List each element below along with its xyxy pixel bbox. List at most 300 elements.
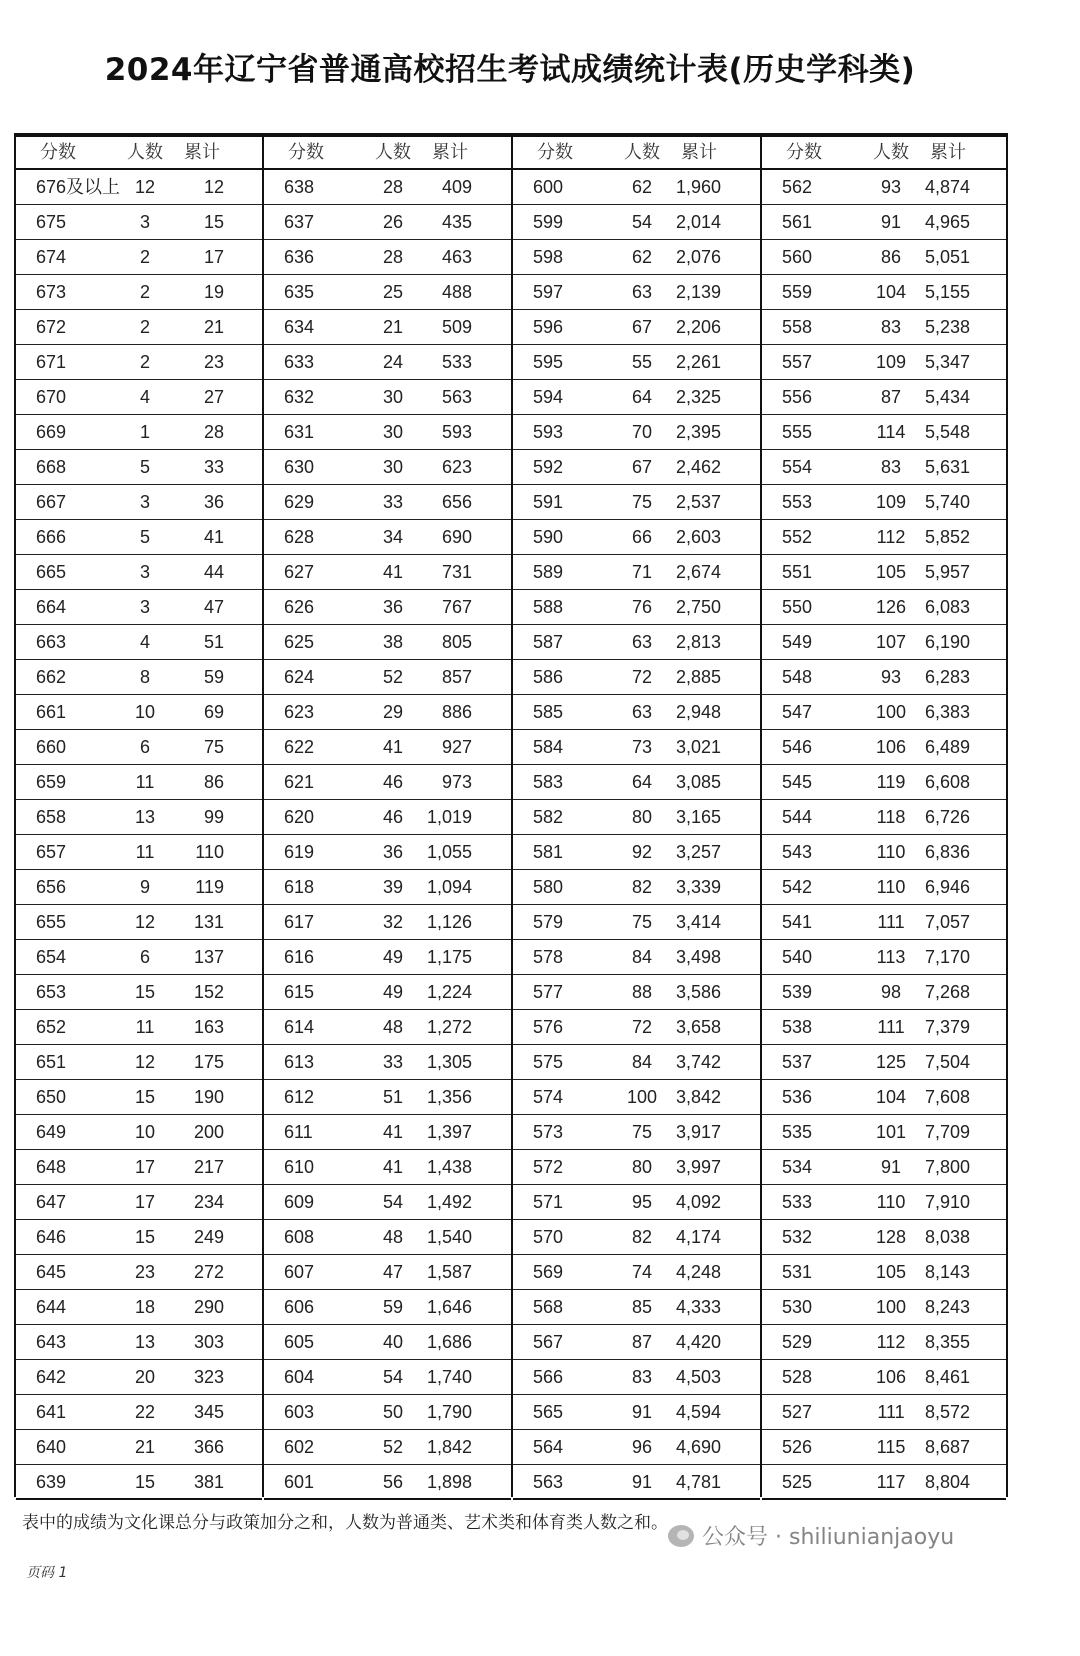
score-cell: 576 [533,1017,564,1037]
count-cell: 23 [134,1262,156,1282]
table-row [762,240,1006,275]
score-cell: 530 [782,1297,813,1317]
count-cell: 118 [876,807,906,827]
count-cell: 3 [139,492,150,512]
cumulative-cell: 28 [203,422,224,442]
table-row [762,345,1006,380]
table-row [762,520,1006,555]
cumulative-cell: 44 [203,562,224,582]
table-row [513,1430,760,1465]
count-cell: 73 [631,737,653,757]
count-cell: 25 [382,282,404,302]
cumulative-cell: 8,461 [924,1367,970,1387]
count-cell: 49 [382,947,404,967]
cumulative-cell: 51 [203,632,224,652]
table-row [762,1150,1006,1185]
count-cell: 64 [631,387,653,407]
cumulative-cell: 1,790 [426,1402,472,1422]
score-cell: 528 [782,1367,813,1387]
count-cell: 28 [382,247,404,267]
count-cell: 105 [875,1262,907,1282]
count-cell: 111 [877,1402,905,1422]
count-cell: 62 [631,177,653,197]
cumulative-cell: 5,852 [924,527,970,547]
cumulative-cell: 137 [193,947,224,967]
score-cell: 629 [284,492,315,512]
count-cell: 30 [382,422,404,442]
cumulative-cell: 7,268 [924,982,970,1002]
cumulative-cell: 234 [193,1192,224,1212]
count-cell: 107 [875,632,907,652]
count-cell: 9 [139,877,150,897]
cumulative-cell: 8,243 [924,1297,970,1317]
cumulative-cell: 2,076 [675,247,721,267]
count-cell: 62 [631,247,653,267]
cumulative-cell: 6,836 [924,842,970,862]
table-row [16,835,262,870]
count-cell: 128 [875,1227,907,1247]
cumulative-cell: 163 [193,1017,224,1037]
cumulative-cell: 366 [193,1437,224,1457]
table-block-2 [264,137,513,1497]
table-row [762,485,1006,520]
cumulative-cell: 563 [441,387,472,407]
count-cell: 93 [880,177,902,197]
count-cell: 40 [382,1332,404,1352]
table-row [762,1115,1006,1150]
count-cell: 96 [631,1437,653,1457]
table-row [513,1465,760,1500]
count-cell: 101 [875,1122,907,1142]
count-cell: 21 [382,317,404,337]
count-cell: 41 [382,562,404,582]
table-row [16,1185,262,1220]
count-cell: 119 [876,772,906,792]
table-row [264,1395,511,1430]
table-row [513,625,760,660]
cumulative-cell: 2,603 [675,527,721,547]
score-cell: 579 [533,912,564,932]
table-row [16,1150,262,1185]
table-row [513,905,760,940]
score-cell: 562 [782,177,813,197]
table-row [264,380,511,415]
cumulative-cell: 4,503 [675,1367,721,1387]
cumulative-cell: 345 [193,1402,224,1422]
table-row [762,835,1006,870]
table-row [513,1255,760,1290]
table-row [16,1255,262,1290]
header-cumulative: 累计 [432,142,468,163]
score-cell: 673 [36,282,67,302]
count-cell: 48 [382,1017,404,1037]
score-cell: 641 [36,1402,67,1422]
watermark [668,1520,954,1551]
cumulative-cell: 2,462 [675,457,721,477]
score-cell: 527 [782,1402,813,1422]
score-cell: 647 [36,1192,67,1212]
count-cell: 74 [631,1262,653,1282]
table-row [264,730,511,765]
score-cell: 656 [36,877,67,897]
score-cell: 626 [284,597,315,617]
count-cell: 6 [139,737,150,757]
count-cell: 100 [626,1087,658,1107]
count-cell: 113 [876,947,906,967]
count-cell: 10 [134,702,156,722]
count-cell: 82 [631,877,653,897]
cumulative-cell: 3,085 [675,772,721,792]
cumulative-cell: 36 [203,492,224,512]
cumulative-cell: 3,842 [675,1087,721,1107]
score-cell: 644 [36,1297,67,1317]
cumulative-cell: 3,339 [675,877,721,897]
table-row [762,1255,1006,1290]
score-cell: 643 [36,1332,67,1352]
count-cell: 8 [139,667,150,687]
score-cell: 601 [284,1472,315,1492]
count-cell: 100 [875,702,907,722]
table-row [264,1045,511,1080]
count-cell: 30 [382,387,404,407]
count-cell: 109 [875,492,907,512]
table-row [513,590,760,625]
count-cell: 86 [880,247,902,267]
cumulative-cell: 4,248 [675,1262,721,1282]
table-row [264,1325,511,1360]
score-cell: 552 [782,527,813,547]
table-row [264,1430,511,1465]
score-cell: 671 [36,352,67,372]
score-cell: 609 [284,1192,315,1212]
cumulative-cell: 75 [203,737,224,757]
score-cell: 577 [533,982,564,1002]
score-cell: 540 [782,947,813,967]
cumulative-cell: 59 [203,667,224,687]
score-cell: 614 [284,1017,315,1037]
cumulative-cell: 5,740 [924,492,970,512]
cumulative-cell: 86 [203,772,224,792]
footnote: 表中的成绩为文化课总分与政策加分之和，人数为普通类、艺术类和体育类人数之和。 [22,1513,668,1533]
score-cell: 545 [782,772,813,792]
table-row [513,695,760,730]
table-block-1 [14,137,264,1497]
count-cell: 72 [631,667,653,687]
cumulative-cell: 175 [193,1052,224,1072]
cumulative-cell: 131 [193,912,224,932]
count-cell: 54 [382,1192,404,1212]
cumulative-cell: 381 [193,1472,224,1492]
table-row [513,415,760,450]
cumulative-cell: 7,709 [924,1122,970,1142]
cumulative-cell: 767 [441,597,472,617]
score-cell: 655 [36,912,67,932]
score-cell: 668 [36,457,67,477]
cumulative-cell: 110 [195,842,224,862]
table-row [762,905,1006,940]
cumulative-cell: 886 [441,702,472,722]
score-cell: 627 [284,562,315,582]
table-row [762,555,1006,590]
score-cell: 619 [284,842,315,862]
count-cell: 125 [875,1052,907,1072]
count-cell: 12 [134,177,156,197]
cumulative-cell: 27 [203,387,224,407]
count-cell: 49 [382,982,404,1002]
count-cell: 3 [139,212,150,232]
count-cell: 84 [631,1052,653,1072]
table-row [762,730,1006,765]
count-cell: 91 [880,1157,902,1177]
cumulative-cell: 15 [203,212,224,232]
score-cell: 555 [782,422,813,442]
table-row [264,940,511,975]
cumulative-cell: 1,175 [426,947,472,967]
count-cell: 117 [876,1472,906,1492]
cumulative-cell: 290 [193,1297,224,1317]
score-cell: 570 [533,1227,564,1247]
table-row [264,905,511,940]
cumulative-cell: 3,742 [675,1052,721,1072]
wechat-icon [668,1525,694,1547]
score-cell: 675 [36,212,67,232]
score-table [14,133,1008,1497]
table-row [16,625,262,660]
table-row [16,485,262,520]
cumulative-cell: 5,051 [924,247,970,267]
cumulative-cell: 3,257 [675,842,721,862]
cumulative-cell: 4,092 [675,1192,721,1212]
score-cell: 536 [782,1087,813,1107]
score-cell: 554 [782,457,813,477]
header-score: 分数 [40,142,76,163]
count-cell: 3 [139,562,150,582]
count-cell: 100 [875,1297,907,1317]
count-cell: 17 [134,1157,156,1177]
table-row [264,1010,511,1045]
cumulative-cell: 6,190 [924,632,970,652]
count-cell: 80 [631,807,653,827]
table-row [264,1220,511,1255]
score-cell: 596 [533,317,564,337]
score-cell: 665 [36,562,67,582]
table-row [264,450,511,485]
count-cell: 76 [631,597,653,617]
table-row [264,1150,511,1185]
cumulative-cell: 249 [193,1227,224,1247]
count-cell: 26 [382,212,404,232]
cumulative-cell: 7,910 [924,1192,970,1212]
score-cell: 633 [284,352,315,372]
table-header [264,137,511,170]
table-row [762,975,1006,1010]
score-cell: 585 [533,702,564,722]
score-cell: 583 [533,772,564,792]
table-row [16,415,262,450]
table-row [264,345,511,380]
count-cell: 41 [382,1122,404,1142]
count-cell: 15 [134,1087,156,1107]
score-cell: 593 [533,422,564,442]
score-cell: 658 [36,807,67,827]
count-cell: 24 [382,352,404,372]
count-cell: 4 [139,632,150,652]
count-cell: 3 [139,597,150,617]
table-row [264,1290,511,1325]
table-row [513,835,760,870]
score-cell: 589 [533,562,564,582]
score-cell: 569 [533,1262,564,1282]
cumulative-cell: 1,960 [675,177,721,197]
score-cell: 587 [533,632,564,652]
score-cell: 557 [782,352,813,372]
count-cell: 5 [139,527,150,547]
watermark-text: 公众号 · shiliunianjaoyu [702,1525,955,1550]
cumulative-cell: 2,674 [675,562,721,582]
table-row [264,555,511,590]
count-cell: 112 [876,527,906,547]
cumulative-cell: 1,438 [426,1157,472,1177]
cumulative-cell: 3,586 [675,982,721,1002]
score-cell: 640 [36,1437,67,1457]
count-cell: 66 [631,527,653,547]
score-cell: 662 [36,667,67,687]
count-cell: 110 [876,1192,906,1212]
score-cell: 573 [533,1122,564,1142]
count-cell: 111 [877,912,905,932]
table-row [762,1395,1006,1430]
score-cell: 652 [36,1017,67,1037]
score-cell: 575 [533,1052,564,1072]
cumulative-cell: 7,504 [924,1052,970,1072]
cumulative-cell: 1,126 [426,912,472,932]
header-count: 人数 [127,142,163,163]
table-row [16,1325,262,1360]
cumulative-cell: 4,594 [675,1402,721,1422]
table-row [264,240,511,275]
count-cell: 36 [382,842,404,862]
cumulative-cell: 8,687 [924,1437,970,1457]
count-cell: 75 [631,1122,653,1142]
score-cell: 588 [533,597,564,617]
count-cell: 91 [631,1402,653,1422]
cumulative-cell: 533 [441,352,472,372]
cumulative-cell: 4,690 [675,1437,721,1457]
cumulative-cell: 7,057 [924,912,970,932]
cumulative-cell: 5,155 [924,282,970,302]
cumulative-cell: 2,261 [675,352,721,372]
score-cell: 595 [533,352,564,372]
score-cell: 659 [36,772,67,792]
header-count: 人数 [624,142,660,163]
cumulative-cell: 1,356 [426,1087,472,1107]
count-cell: 84 [631,947,653,967]
count-cell: 22 [134,1402,156,1422]
score-cell: 549 [782,632,813,652]
table-row [513,730,760,765]
table-row [16,1395,262,1430]
score-cell: 591 [533,492,564,512]
cumulative-cell: 857 [441,667,472,687]
cumulative-cell: 272 [193,1262,224,1282]
count-cell: 70 [631,422,653,442]
cumulative-cell: 323 [193,1367,224,1387]
count-cell: 63 [631,282,653,302]
score-cell: 542 [782,877,813,897]
score-cell: 625 [284,632,315,652]
table-row [16,660,262,695]
table-row [16,800,262,835]
cumulative-cell: 7,379 [924,1017,970,1037]
table-row [16,975,262,1010]
count-cell: 91 [880,212,902,232]
cumulative-cell: 3,658 [675,1017,721,1037]
table-row [264,170,511,205]
count-cell: 5 [139,457,150,477]
table-row [264,625,511,660]
table-row [16,1080,262,1115]
score-cell: 664 [36,597,67,617]
count-cell: 4 [139,387,150,407]
score-cell: 611 [284,1122,313,1142]
cumulative-cell: 2,948 [675,702,721,722]
score-cell: 666 [36,527,67,547]
count-cell: 110 [876,877,906,897]
count-cell: 110 [876,842,906,862]
cumulative-cell: 488 [441,282,472,302]
table-row [513,205,760,240]
count-cell: 83 [880,457,902,477]
table-row [762,940,1006,975]
count-cell: 32 [382,912,404,932]
cumulative-cell: 99 [203,807,224,827]
score-cell: 531 [782,1262,813,1282]
table-row [513,345,760,380]
score-cell: 592 [533,457,564,477]
cumulative-cell: 2,139 [675,282,721,302]
cumulative-cell: 1,055 [426,842,472,862]
table-row [16,170,262,205]
score-cell: 617 [284,912,315,932]
score-cell: 529 [782,1332,813,1352]
count-cell: 41 [382,737,404,757]
count-cell: 52 [382,1437,404,1457]
table-row [762,590,1006,625]
score-cell: 620 [284,807,315,827]
count-cell: 75 [631,492,653,512]
count-cell: 1 [139,422,150,442]
cumulative-cell: 119 [195,877,224,897]
score-cell: 605 [284,1332,315,1352]
count-cell: 33 [382,492,404,512]
table-row [264,800,511,835]
table-row [762,450,1006,485]
score-cell: 598 [533,247,564,267]
score-cell: 578 [533,947,564,967]
cumulative-cell: 5,548 [924,422,970,442]
count-cell: 2 [139,282,150,302]
count-cell: 17 [134,1192,156,1212]
score-cell: 607 [284,1262,315,1282]
table-row [16,240,262,275]
count-cell: 67 [631,317,653,337]
score-cell: 584 [533,737,564,757]
score-cell: 581 [533,842,564,862]
cumulative-cell: 3,498 [675,947,721,967]
score-cell: 602 [284,1437,315,1457]
score-cell: 550 [782,597,813,617]
score-cell: 599 [533,212,564,232]
